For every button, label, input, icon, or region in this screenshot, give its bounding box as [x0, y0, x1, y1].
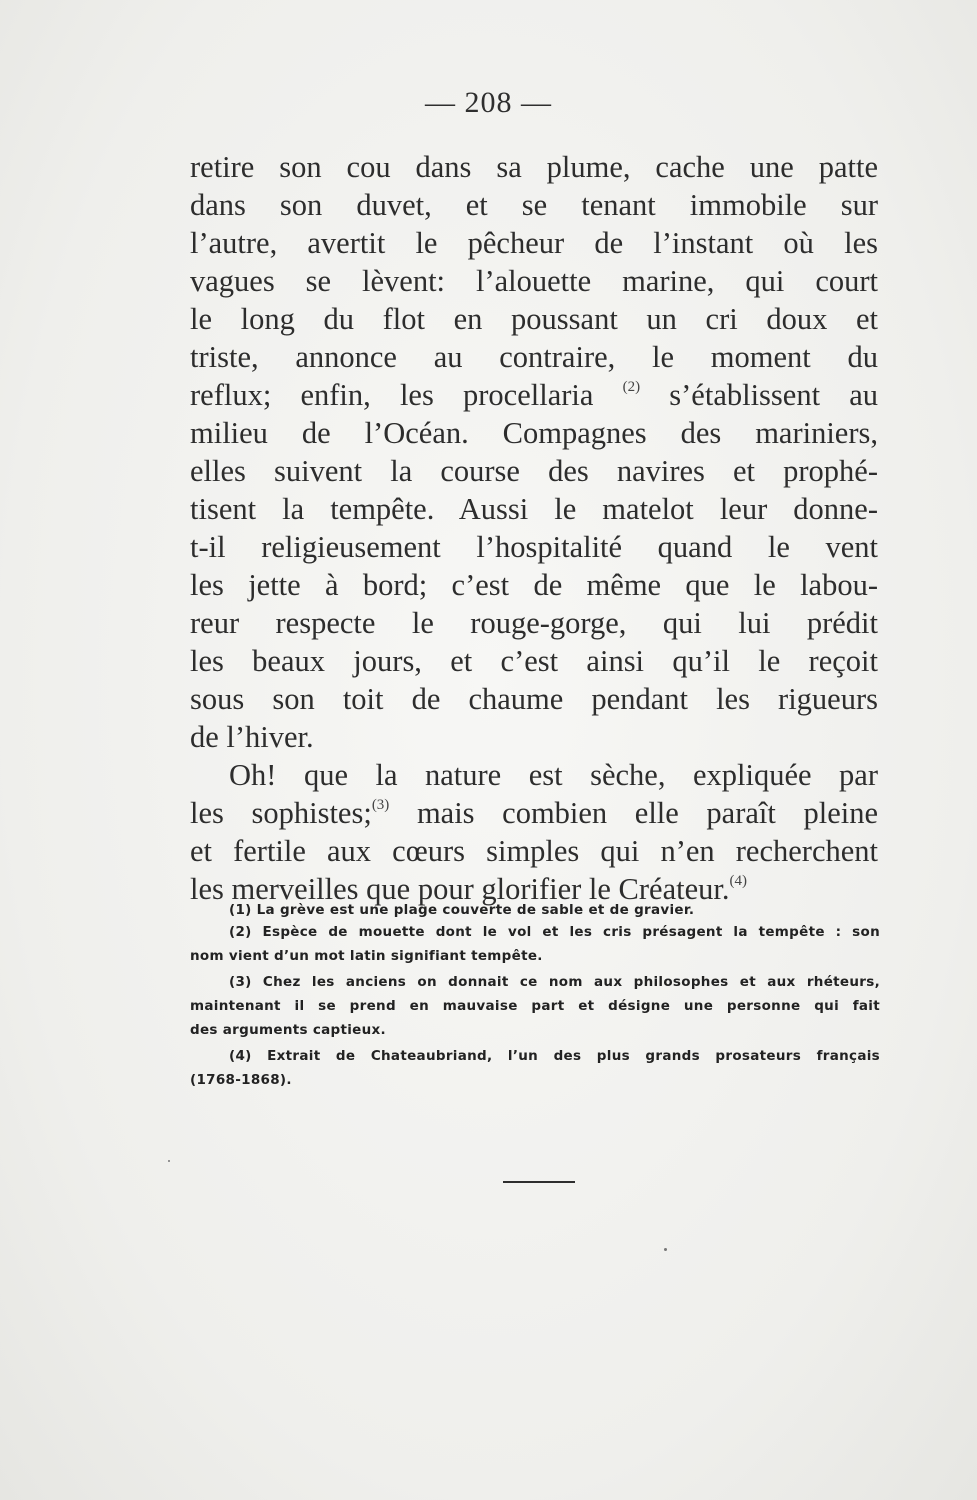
text-line [190, 794, 878, 832]
text-line: elles suivent la course des navires et prophé- [190, 454, 878, 488]
text-line: milieu de l’Océan. Compagnes des mariniers, [190, 416, 878, 450]
text-fragment: les merveilles que pour glorifier le Créateur. [190, 872, 730, 906]
text-line: tisent la tempête. Aussi le matelot leur donne- [190, 492, 878, 526]
text-line: de l’hiver. [190, 720, 314, 754]
text-line: le long du flot en poussant un cri doux et [190, 302, 878, 336]
text-line: les beaux jours, et c’est ainsi qu’il le reçoit [190, 644, 878, 678]
text-line: reur respecte le rouge-gorge, qui lui prédit [190, 606, 878, 640]
footnote-marker: (4) [729, 873, 747, 889]
footnote: (2) Espèce de mouette dont le vol et les cris présagent la tempête : son [229, 924, 880, 940]
text-line: sous son toit de chaume pendant les rigueurs [190, 682, 878, 716]
footnote: (3) Chez les anciens on donnait ce nom aux philosophes et aux rhéteurs, [229, 974, 880, 990]
text-line: retire son cou dans sa plume, cache une patte [190, 150, 878, 184]
text-fragment: reflux; enfin, les procellaria [190, 378, 594, 412]
text-line: et fertile aux cœurs simples qui n’en recherchent [190, 834, 878, 868]
text-line: triste, annonce au contraire, le moment du [190, 340, 878, 374]
footnote: nom vient d’un mot latin signifiant tempête. [190, 948, 543, 964]
footnote: (1768-1868). [190, 1072, 292, 1088]
footnote: (1) La grève est une plage couverte de sable et de gravier. [229, 902, 695, 918]
footnote: des arguments captieux. [190, 1022, 386, 1038]
paper-speck [664, 1248, 667, 1251]
text-line: dans son duvet, et se tenant immobile sur [190, 188, 878, 222]
footnote-marker: (2) [622, 379, 641, 395]
text-line: vagues se lèvent: l’alouette marine, qui court [190, 264, 878, 298]
paper-speck [168, 1160, 170, 1162]
text-line [190, 376, 878, 414]
footnote: maintenant il se prend en mauvaise part et désigne une personne qui fait [190, 998, 880, 1014]
page-number: — 208 — [425, 86, 552, 119]
text-line: Oh! que la nature est sèche, expliquée par [229, 758, 878, 792]
end-rule [503, 1181, 575, 1183]
text-fragment: s’établissent au [669, 378, 879, 412]
text-fragment: les sophistes; [190, 796, 372, 830]
text-line: t-il religieusement l’hospitalité quand le vent [190, 530, 878, 564]
text-fragment: mais combien elle paraît pleine [416, 796, 878, 830]
footnote: (4) Extrait de Chateaubriand, l’un des plus grands prosateurs français [229, 1048, 880, 1064]
footnote-marker: (3) [371, 797, 390, 813]
text-line: les jette à bord; c’est de même que le labou- [190, 568, 878, 602]
text-line: l’autre, avertit le pêcheur de l’instant où les [190, 226, 878, 260]
